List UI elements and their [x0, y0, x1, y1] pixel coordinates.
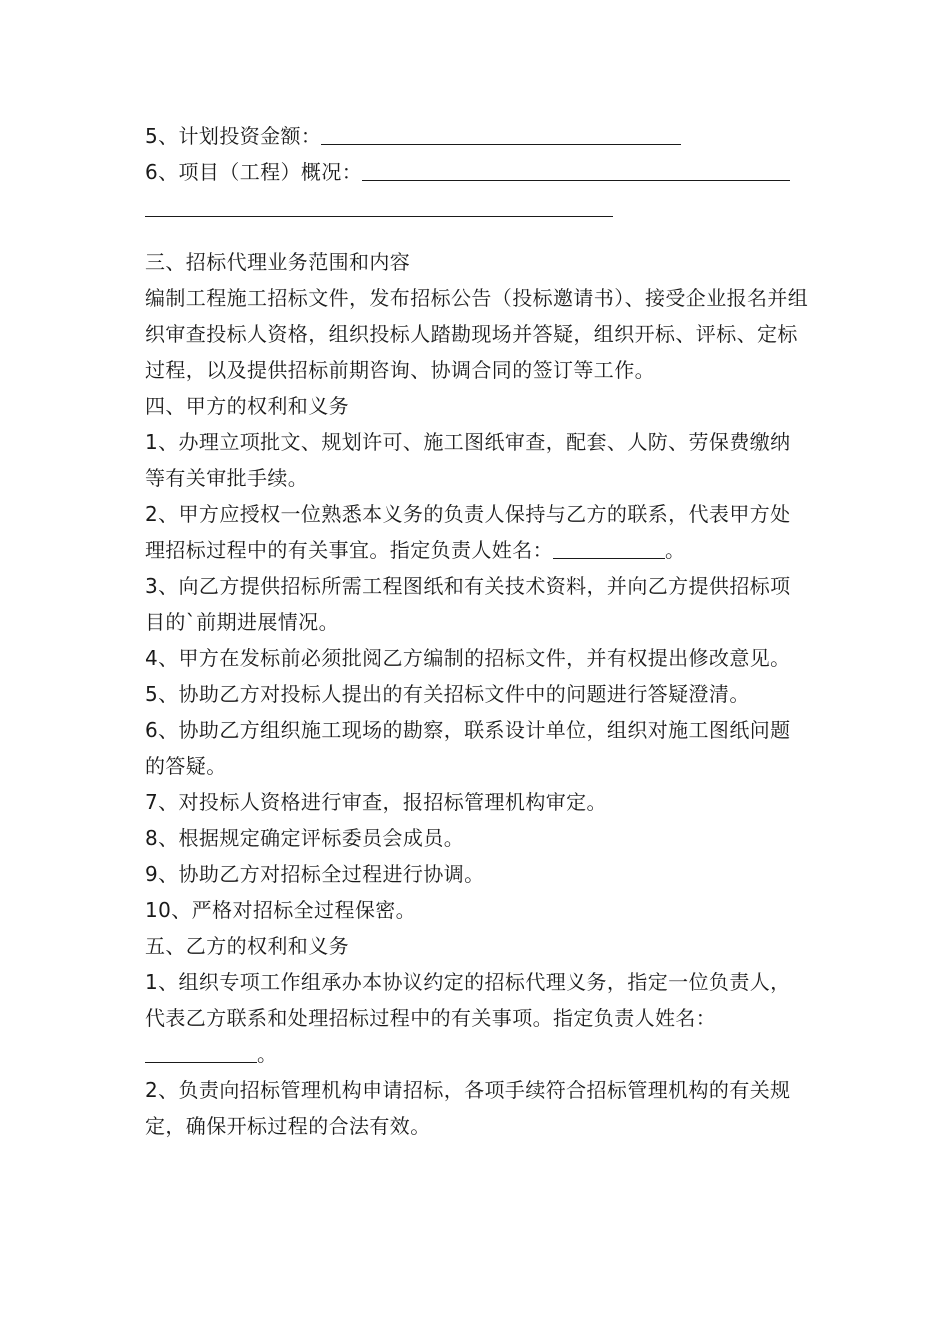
item-label: 5、计划投资金额： — [145, 124, 322, 148]
section-4-item-1: 1、办理立项批文、规划许可、施工图纸审查，配套、人防、劳保费缴纳等有关审批手续。 — [145, 430, 791, 490]
section-4-item-2 — [145, 496, 810, 568]
fill-in-blank — [321, 122, 681, 145]
fill-in-blank — [362, 158, 790, 181]
fill-in-blank — [553, 536, 665, 559]
section-4-item-8: 8、根据规定确定评标委员会成员。 — [145, 826, 465, 850]
section-4-item-6: 6、协助乙方组织施工现场的勘察，联系设计单位，组织对施工图纸问题的答疑。 — [145, 718, 791, 778]
item-label: 6、项目（工程）概况： — [145, 160, 363, 184]
section-4-item-5: 5、协助乙方对投标人提出的有关招标文件中的问题进行答疑澄清。 — [145, 682, 750, 706]
section-4-title: 四、甲方的权利和义务 — [145, 394, 349, 418]
section-4-item-10: 10、严格对招标全过程保密。 — [145, 898, 417, 922]
section-5-item-1 — [145, 964, 810, 1036]
item-project-overview — [145, 154, 810, 190]
section-4-item-4: 4、甲方在发标前必须批阅乙方编制的招标文件，并有权提出修改意见。 — [145, 646, 791, 670]
section-5-title: 五、乙方的权利和义务 — [145, 934, 349, 958]
item-end: 。 — [665, 538, 686, 562]
section-3-body: 编制工程施工招标文件，发布招标公告（投标邀请书）、接受企业报名并组织审查投标人资格，组织投标人踏勘现场并答疑，组织开标、评标、定标过程，以及提供招标前期咨询、协调合同的签订等工作。 — [145, 286, 809, 382]
paragraph-gap — [145, 226, 810, 244]
document-body — [145, 118, 810, 1144]
item-end: 。 — [257, 1042, 278, 1066]
section-5-item-2: 2、负责向招标管理机构申请招标，各项手续符合招标管理机构的有关规定，确保开标过程的合法有效。 — [145, 1078, 791, 1138]
section-4-item-3: 3、向乙方提供招标所需工程图纸和有关技术资料，并向乙方提供招标项目的`前期进展情况。 — [145, 574, 791, 634]
fill-in-blank — [145, 1040, 257, 1063]
section-3-title: 三、招标代理业务范围和内容 — [145, 250, 411, 274]
overview-continuation-line — [145, 190, 810, 226]
item-investment-amount — [145, 118, 810, 154]
fill-in-blank — [145, 194, 613, 217]
item-text: 2、甲方应授权一位熟悉本义务的负责人保持与乙方的联系，代表甲方处理招标过程中的有关事宜。指定负责人姓名： — [145, 502, 791, 562]
item-text: 1、组织专项工作组承办本协议约定的招标代理义务，指定一位负责人，代表乙方联系和处理招标过程中的有关事项。指定负责人姓名： — [145, 970, 791, 1030]
section-5-item-1-blank-line — [145, 1036, 810, 1072]
section-4-item-7: 7、对投标人资格进行审查，报招标管理机构审定。 — [145, 790, 607, 814]
section-4-item-9: 9、协助乙方对招标全过程进行协调。 — [145, 862, 485, 886]
